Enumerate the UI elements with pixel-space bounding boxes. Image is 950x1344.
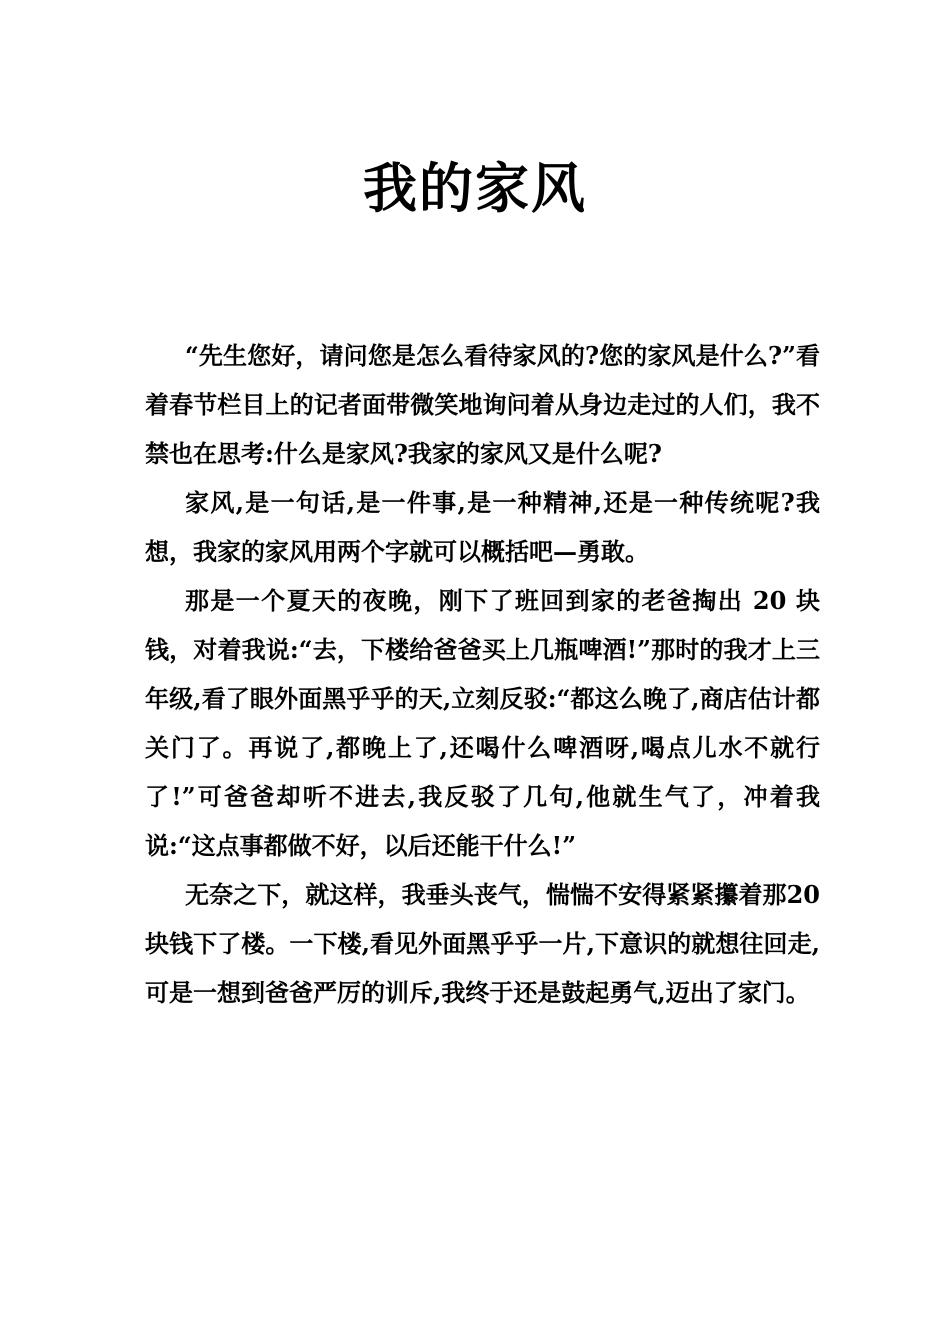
paragraph-4: 无奈之下，就这样，我垂头丧气，惴惴不安得紧紧攥着那20块钱下了楼。一下楼,看见外面黑乎乎一片,下意识的就想往回走,可是一想到爸爸严厉的训斥,我终于还是鼓起勇气,迈出了家门。 xyxy=(145,880,820,1007)
document-title: 我的家风 xyxy=(363,156,587,220)
paragraph-1: “先生您好，请问您是怎么看待家风的?您的家风是什么?”看着春节栏目上的记者面带微笑地询问着从身边走过的人们，我不禁也在思考:什么是家风?我家的家风又是什么呢? xyxy=(145,341,820,468)
document-body xyxy=(145,331,820,1017)
paragraph-2: 家风,是一句话,是一件事,是一种精神,还是一种传统呢?我想，我家的家风用两个字就可以概括吧—勇敢。 xyxy=(145,488,820,566)
paragraph-3: 那是一个夏天的夜晚，刚下了班回到家的老爸掏出 20 块钱，对着我说:“去，下楼给爸爸买上几瓶啤酒!”那时的我才上三年级,看了眼外面黑乎乎的天,立刻反驳:“都这么晚了,商店估计都关门了。再说了,都晚上了,还喝什么啤酒呀,喝点儿水不就行了!”可爸爸却听不进去,我反驳了几句,他就生气了，冲着我说:“这点事都做不好，以后还能干什么!” xyxy=(145,586,820,860)
